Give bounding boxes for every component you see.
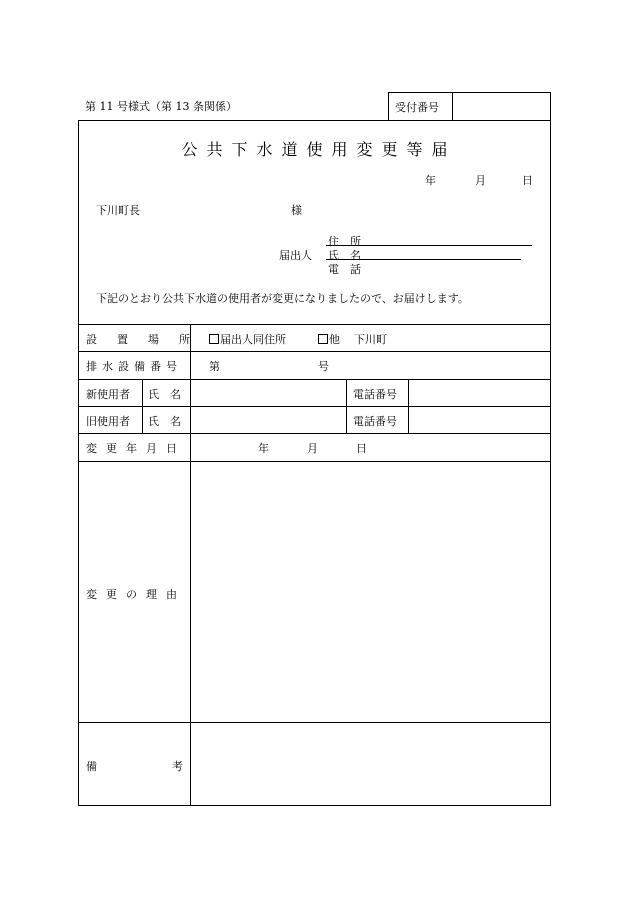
reason-label: 変更の理由 [86, 588, 186, 601]
date-month-label: 月 [475, 174, 486, 187]
same-address-checkbox[interactable] [209, 334, 219, 344]
applicant-name-field[interactable] [326, 259, 521, 260]
change-date-year: 年 [258, 442, 269, 455]
change-date-label: 変更年月日 [86, 442, 186, 455]
applicant-address-field[interactable] [326, 245, 532, 246]
statement-text: 下記のとおり公共下水道の使用者が変更になりましたので、お届けします。 [96, 292, 469, 305]
location-option-other[interactable] [318, 331, 340, 347]
applicant-name-label: 氏名 [328, 249, 372, 262]
addressee-honorific: 様 [291, 204, 302, 217]
applicant-address-label: 住所 [328, 235, 372, 248]
old-user-phone-field[interactable] [409, 407, 550, 432]
change-date-day: 日 [356, 442, 367, 455]
location-town: 下川町 [354, 333, 387, 346]
location-label: 設置場所 [86, 333, 210, 346]
remarks-label-right: 考 [172, 760, 183, 773]
form-title: 公共下水道使用変更等届 [181, 140, 457, 159]
old-user-phone-label: 電話番号 [353, 415, 397, 428]
old-user-label: 旧使用者 [86, 415, 130, 428]
old-user-name-field[interactable] [191, 407, 345, 432]
new-user-name-label: 氏名 [148, 388, 192, 401]
remarks-field[interactable] [191, 723, 550, 805]
other-label: 他 [329, 333, 340, 346]
new-user-phone-label: 電話番号 [353, 388, 397, 401]
reception-box [388, 92, 551, 121]
new-user-label: 新使用者 [86, 388, 130, 401]
remarks-label-left: 備 [86, 760, 97, 773]
applicant-label: 届出人 [279, 249, 312, 262]
same-address-label: 届出人同住所 [220, 333, 286, 346]
reception-number-field[interactable] [453, 93, 551, 121]
form-number: 第 11 号様式（第 13 条関係） [85, 100, 237, 113]
old-user-name-label: 氏名 [148, 415, 192, 428]
addressee-name: 下川町長 [96, 204, 140, 217]
other-checkbox[interactable] [318, 334, 328, 344]
date-year-label: 年 [425, 174, 436, 187]
drain-number-prefix: 第 [209, 360, 220, 373]
new-user-phone-field[interactable] [409, 380, 550, 405]
drain-number-label: 排水設備番号 [86, 360, 182, 373]
new-user-name-field[interactable] [191, 380, 345, 405]
date-day-label: 日 [522, 174, 533, 187]
location-option-same-address[interactable] [209, 331, 286, 347]
reception-label: 受付番号 [395, 101, 439, 114]
applicant-phone-label: 電話 [328, 263, 372, 276]
reason-field[interactable] [191, 462, 550, 721]
change-date-month: 月 [307, 442, 318, 455]
drain-number-suffix: 号 [318, 360, 329, 373]
